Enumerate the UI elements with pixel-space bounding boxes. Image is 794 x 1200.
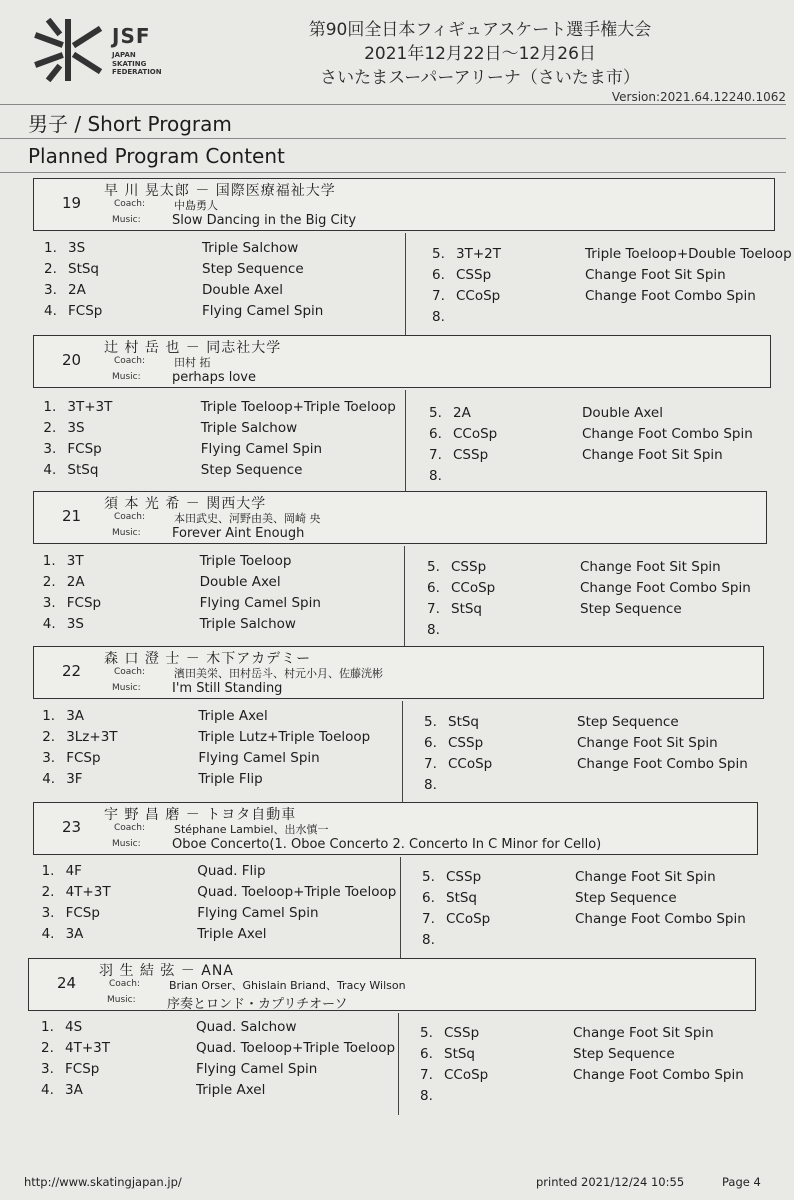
element-name: Step Sequence (202, 261, 304, 277)
element-name: Change Foot Sit Spin (577, 735, 718, 751)
element-number: 6. (422, 890, 435, 906)
element-name: Flying Camel Spin (200, 441, 323, 457)
element-row (424, 714, 479, 730)
element-row (42, 863, 82, 879)
skater-header-box (33, 802, 758, 855)
element-name: Flying Camel Spin (198, 750, 320, 766)
element-code: StSq (444, 1046, 476, 1062)
element-code: StSq (67, 462, 99, 478)
element-row (44, 303, 102, 319)
element-name: Quad. Flip (197, 863, 266, 879)
element-name: Step Sequence (580, 601, 682, 617)
element-name: Change Foot Sit Spin (575, 869, 716, 885)
element-row (42, 708, 84, 724)
start-number: 20 (62, 351, 82, 369)
element-row (41, 1040, 110, 1056)
element-name: Quad. Salchow (196, 1019, 297, 1035)
element-row (432, 288, 500, 304)
element-name: Quad. Toeloop+Triple Toeloop (197, 884, 397, 900)
element-code: CCoSp (448, 756, 493, 772)
element-number: 2. (41, 1040, 54, 1056)
element-code: 3T (66, 553, 84, 569)
element-row (429, 405, 471, 421)
element-number: 8. (427, 622, 440, 638)
element-name: Double Axel (202, 282, 283, 298)
element-row (420, 1046, 475, 1062)
element-row (424, 735, 483, 751)
element-row (41, 1019, 82, 1035)
music-title: 序奏とロンド・カプリチオーソ (167, 997, 348, 1012)
element-number: 1. (42, 708, 56, 724)
element-number: 6. (429, 426, 442, 442)
element-code: FCSp (68, 303, 103, 319)
element-number: 3. (42, 595, 56, 611)
music-label: Music: (112, 372, 141, 382)
music-title: Forever Aint Enough (172, 526, 305, 541)
music-title: Oboe Concerto(1. Oboe Concerto 2. Concerto In C Minor for Cello) (172, 837, 602, 852)
element-row (42, 771, 82, 787)
element-code: 3S (66, 616, 84, 632)
music-label: Music: (107, 995, 136, 1005)
element-code: CSSp (446, 869, 482, 885)
element-code: 3Lz+3T (66, 729, 118, 745)
element-number: 7. (424, 756, 437, 772)
element-code: StSq (448, 714, 480, 730)
element-name: Double Axel (582, 405, 663, 421)
element-code: FCSp (67, 441, 102, 457)
start-number: 19 (62, 194, 82, 212)
element-name: Step Sequence (577, 714, 679, 730)
element-number: 7. (427, 601, 440, 617)
footer-page-number: Page 4 (722, 1175, 761, 1189)
element-number: 2. (43, 420, 57, 436)
coach-names: Stéphane Lambiel、出水慎一 (174, 823, 329, 836)
element-number: 3. (44, 282, 57, 298)
element-number: 2. (41, 884, 55, 900)
element-number: 8. (432, 309, 445, 325)
music-label: Music: (112, 528, 141, 538)
element-code: FCSp (66, 595, 102, 611)
element-row (41, 1061, 99, 1077)
coach-names: 中島勇人 (174, 199, 218, 212)
element-code: CSSp (456, 267, 492, 283)
skater-header-box (28, 958, 756, 1011)
element-number: 1. (41, 863, 55, 879)
element-row (422, 911, 490, 927)
element-code: 2A (66, 574, 85, 590)
element-row (43, 616, 84, 632)
element-code: 4S (65, 1019, 83, 1035)
divider (0, 104, 786, 105)
element-code: 3S (68, 240, 86, 256)
element-name: Flying Camel Spin (196, 1061, 318, 1077)
element-name: Triple Salchow (199, 616, 296, 632)
element-row (43, 399, 112, 415)
start-number: 24 (57, 974, 77, 992)
music-title: Slow Dancing in the Big City (172, 213, 357, 228)
element-row (422, 869, 481, 885)
coach-names: 濱田美栄、田村岳斗、村元小月、佐藤洸彬 (174, 667, 383, 680)
element-number: 8. (422, 932, 435, 948)
element-number: 2. (42, 574, 56, 590)
element-name: Change Foot Combo Spin (575, 911, 746, 927)
event-venue: さいたまスーパーアリーナ（さいたま市） (320, 68, 640, 88)
divider (0, 172, 786, 173)
divider (0, 138, 786, 139)
element-row (422, 890, 477, 906)
element-name: Change Foot Sit Spin (580, 559, 721, 575)
element-code: 3A (65, 926, 84, 942)
element-number: 5. (429, 405, 442, 421)
element-row (429, 426, 497, 442)
element-code: CSSp (453, 447, 489, 463)
element-name: Triple Toeloop+Double Toeloop (585, 246, 792, 262)
element-number: 8. (429, 468, 442, 484)
element-code: FCSp (65, 905, 100, 921)
element-number: 1. (41, 1019, 54, 1035)
element-row (427, 622, 451, 638)
element-number: 5. (427, 559, 440, 575)
element-code: 3S (67, 420, 85, 436)
element-number: 6. (427, 580, 440, 596)
element-row (432, 246, 501, 262)
element-number: 7. (422, 911, 435, 927)
element-code: CSSp (451, 559, 487, 575)
element-name: Change Foot Combo Spin (585, 288, 756, 304)
skater-header-box (33, 178, 775, 231)
element-number: 7. (429, 447, 442, 463)
element-name: Triple Lutz+Triple Toeloop (198, 729, 371, 745)
element-row (432, 309, 456, 325)
element-row (42, 926, 84, 942)
column-divider (398, 1013, 399, 1115)
coach-names: 田村 拓 (174, 356, 211, 369)
coach-label: Coach: (114, 199, 145, 209)
element-name: Change Foot Sit Spin (585, 267, 726, 283)
skater-header-box (33, 646, 764, 699)
element-number: 4. (41, 926, 55, 942)
skater-name: 辻 村 岳 也 － 同志社大学 (104, 340, 282, 356)
coach-label: Coach: (109, 979, 140, 989)
element-row (42, 729, 117, 745)
element-row (43, 553, 84, 569)
element-row (42, 884, 111, 900)
logo-full-name: JAPAN SKATING FEDERATION (112, 51, 162, 76)
element-number: 6. (420, 1046, 433, 1062)
footer-url: http://www.skatingjapan.jp/ (24, 1175, 182, 1189)
element-number: 4. (42, 616, 56, 632)
element-number: 8. (424, 777, 437, 793)
element-row (43, 595, 101, 611)
element-number: 6. (424, 735, 437, 751)
element-row (422, 932, 446, 948)
element-code: 3T+3T (67, 399, 113, 415)
logo-abbreviation: JSF (112, 24, 151, 48)
element-row (43, 574, 85, 590)
skater-name: 早 川 晃太郎 － 国際医療福祉大学 (104, 183, 336, 199)
element-name: Change Foot Combo Spin (582, 426, 753, 442)
element-number: 3. (41, 1061, 54, 1077)
element-row (42, 905, 100, 921)
element-code: StSq (451, 601, 483, 617)
element-row (420, 1067, 488, 1083)
element-code: StSq (68, 261, 100, 277)
element-number: 5. (424, 714, 437, 730)
element-code: 4T+3T (65, 884, 111, 900)
element-code: CSSp (448, 735, 484, 751)
element-name: Flying Camel Spin (197, 905, 319, 921)
column-divider (404, 546, 405, 648)
element-code: CCoSp (444, 1067, 489, 1083)
element-row (429, 468, 453, 484)
element-row (424, 777, 448, 793)
element-number: 4. (44, 303, 57, 319)
element-number: 2. (44, 261, 57, 277)
element-name: Step Sequence (573, 1046, 675, 1062)
element-code: 2A (453, 405, 471, 421)
element-number: 1. (43, 399, 57, 415)
start-number: 21 (62, 507, 82, 525)
element-number: 8. (420, 1088, 433, 1104)
element-row (43, 441, 101, 457)
element-code: 3A (65, 1082, 83, 1098)
element-code: 4F (65, 863, 82, 879)
element-row (432, 267, 491, 283)
element-number: 3. (42, 750, 56, 766)
element-number: 7. (420, 1067, 433, 1083)
music-label: Music: (112, 839, 141, 849)
start-number: 23 (62, 818, 82, 836)
element-code: 3F (66, 771, 83, 787)
element-row (41, 1082, 83, 1098)
column-divider (405, 390, 406, 492)
skater-name: 羽 生 結 弦 － ANA (99, 963, 234, 979)
element-row (427, 601, 482, 617)
element-name: Change Foot Combo Spin (573, 1067, 744, 1083)
element-number: 4. (43, 462, 57, 478)
element-code: 3A (66, 708, 85, 724)
start-number: 22 (62, 662, 82, 680)
element-number: 3. (41, 905, 55, 921)
element-name: Flying Camel Spin (202, 303, 324, 319)
element-name: Step Sequence (200, 462, 303, 478)
element-row (44, 282, 86, 298)
element-name: Change Foot Combo Spin (580, 580, 751, 596)
event-dates: 2021年12月22日～12月26日 (364, 44, 596, 64)
element-name: Triple Flip (198, 771, 263, 787)
skater-name: 森 口 澄 士 － 木下アカデミー (104, 651, 312, 667)
element-code: CCoSp (453, 426, 498, 442)
element-number: 6. (432, 267, 445, 283)
element-name: Triple Axel (198, 708, 268, 724)
element-name: Triple Toeloop (199, 553, 292, 569)
music-title: perhaps love (172, 370, 256, 385)
skater-header-box (33, 491, 767, 544)
version-label: Version:2021.64.12240.1062 (611, 90, 786, 104)
event-header (270, 18, 690, 90)
element-row (44, 240, 85, 256)
element-number: 5. (432, 246, 445, 262)
element-row (43, 420, 84, 436)
element-name: Triple Salchow (200, 420, 298, 436)
coach-label: Coach: (114, 356, 145, 366)
music-title: I'm Still Standing (172, 681, 283, 696)
element-name: Step Sequence (575, 890, 677, 906)
element-code: 2A (68, 282, 86, 298)
jsf-logo (30, 18, 180, 88)
element-row (424, 756, 492, 772)
element-row (427, 580, 495, 596)
skater-header-box (33, 335, 771, 388)
element-number: 5. (420, 1025, 433, 1041)
coach-names: Brian Orser、Ghislain Briand、Tracy Wilson (169, 979, 406, 992)
element-code: FCSp (66, 750, 101, 766)
skater-name: 須 本 光 希 － 関西大学 (104, 496, 267, 512)
element-name: Change Foot Combo Spin (577, 756, 748, 772)
category-title: 男子 / Short Program (28, 112, 232, 136)
element-name: Flying Camel Spin (199, 595, 321, 611)
element-code: StSq (446, 890, 478, 906)
element-number: 4. (41, 1082, 54, 1098)
element-code: FCSp (65, 1061, 100, 1077)
element-row (420, 1025, 479, 1041)
element-code: 4T+3T (65, 1040, 110, 1056)
coach-label: Coach: (114, 512, 145, 522)
element-number: 1. (44, 240, 57, 256)
footer-printed: printed 2021/12/24 10:55 (536, 1175, 685, 1189)
coach-label: Coach: (114, 823, 145, 833)
element-number: 1. (42, 553, 56, 569)
element-row (43, 462, 98, 478)
element-row (427, 559, 486, 575)
element-name: Double Axel (199, 574, 281, 590)
element-name: Triple Axel (196, 1082, 266, 1098)
element-row (44, 261, 99, 277)
element-name: Quad. Toeloop+Triple Toeloop (196, 1040, 396, 1056)
element-number: 4. (42, 771, 56, 787)
element-number: 5. (422, 869, 435, 885)
coach-label: Coach: (114, 667, 145, 677)
element-code: CCoSp (456, 288, 501, 304)
element-name: Change Foot Sit Spin (582, 447, 723, 463)
element-row (420, 1088, 444, 1104)
element-number: 3. (43, 441, 57, 457)
element-number: 7. (432, 288, 445, 304)
element-name: Triple Toeloop+Triple Toeloop (200, 399, 396, 415)
element-code: 3T+2T (456, 246, 501, 262)
column-divider (402, 701, 403, 803)
element-row (429, 447, 488, 463)
column-divider (405, 233, 406, 335)
element-code: CSSp (444, 1025, 480, 1041)
music-label: Music: (112, 215, 141, 225)
element-number: 2. (42, 729, 56, 745)
skater-name: 宇 野 昌 磨 － トヨタ自動車 (104, 807, 297, 823)
column-divider (400, 857, 401, 959)
jsf-emblem-icon (30, 18, 106, 82)
coach-names: 本田武史、河野由美、岡崎 央 (174, 512, 321, 525)
element-name: Change Foot Sit Spin (573, 1025, 714, 1041)
element-row (42, 750, 100, 766)
event-title: 第90回全日本フィギュアスケート選手権大会 (308, 20, 652, 40)
element-code: CCoSp (446, 911, 491, 927)
element-code: CCoSp (451, 580, 496, 596)
element-name: Triple Salchow (202, 240, 299, 256)
music-label: Music: (112, 683, 141, 693)
section-title: Planned Program Content (28, 144, 285, 168)
element-name: Triple Axel (197, 926, 267, 942)
